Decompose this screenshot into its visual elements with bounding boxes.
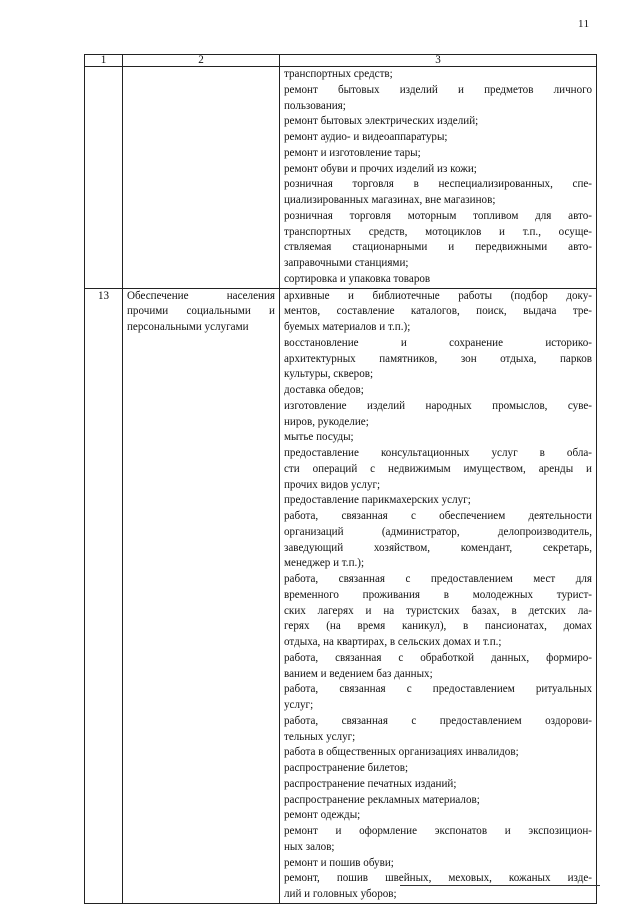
activity-line: ных залов; [284, 840, 335, 853]
activity-line: культуры, скверов; [284, 368, 374, 381]
activity-line: ремонт аудио- и видеоаппаратуры; [284, 131, 448, 143]
activity-line: работа, связанная с обеспечением деятельности [284, 510, 592, 522]
services-table [84, 54, 597, 904]
activity-line: ниров, рукоделие; [284, 415, 369, 428]
activity-line: ремонт бытовых изделий и предметов личного [284, 83, 592, 96]
service-name-cell: Обеспечение населения прочими социальными и персональными услугами [123, 288, 280, 903]
activity-line: услуг; [284, 699, 314, 711]
activity-line: розничная торговля в неспециализированных, спе- [284, 178, 592, 191]
activity-line: розничная торговля моторным топливом для авто- [284, 209, 592, 222]
activity-line: распространение рекламных материалов; [284, 793, 480, 806]
activity-line: заведующий хозяйством, комендант, секретарь, [284, 541, 592, 554]
activity-line: прочих видов услуг; [284, 478, 381, 491]
activity-line: предоставление консультационных услуг в обла- [284, 447, 592, 459]
header-col-1: 1 [85, 55, 123, 67]
footer-rule [400, 885, 600, 886]
activity-line: ментов, составление каталогов, поиск, выдача тре- [284, 305, 592, 318]
activity-line: транспортных средств; [284, 68, 393, 80]
activity-line: ремонт бытовых электрических изделий; [284, 115, 479, 128]
activity-line: ремонт одежды; [284, 809, 361, 822]
activity-line: ствляемая стационарными и передвижными авто- [284, 241, 592, 254]
activity-line: тельных услуг; [284, 730, 356, 743]
activities-list [284, 289, 592, 903]
activity-line: менеджер и т.п.); [284, 557, 365, 570]
activity-line: герях (на время каникул), в пансионатах, домах [284, 620, 592, 633]
activity-line: ванием и ведением баз данных; [284, 667, 433, 680]
activity-line: предоставление парикмахерских услуг; [284, 494, 471, 507]
activity-line: сти операций с недвижимым имуществом, аренды и [284, 462, 592, 475]
activities-list [284, 67, 592, 288]
activity-line: заправочными станциями; [284, 257, 409, 269]
activity-line: ремонт обуви и прочих изделий из кожи; [284, 162, 477, 175]
table-row-13 [85, 288, 597, 903]
activity-line: отдыха, на квартирах, в сельских домах и т.п.; [284, 636, 502, 648]
activity-line: работа, связанная с предоставлением мест для [284, 573, 592, 585]
header-row [85, 55, 597, 67]
table-row-continuation [85, 67, 597, 289]
activity-line: мытье посуды; [284, 431, 354, 444]
activity-line: транспортных средств, мотоциклов и т.п., осуще- [284, 225, 592, 238]
row-number-cell: 13 [85, 288, 123, 903]
activity-line: работа в общественных организациях инвалидов; [284, 746, 519, 759]
service-name-cell [123, 67, 280, 289]
activity-line: пользования; [284, 99, 346, 112]
activity-line: лий и головных уборов; [284, 888, 397, 900]
row-number-cell [85, 67, 123, 289]
page-number: 11 [578, 18, 590, 30]
header-col-2: 2 [123, 55, 280, 67]
activities-cell [280, 67, 597, 289]
activity-line: распространение билетов; [284, 762, 409, 774]
activity-line: распространение печатных изданий; [284, 777, 457, 790]
activity-line: ремонт и оформление экспонатов и экспозицион- [284, 825, 592, 837]
activity-line: ремонт и пошив обуви; [284, 856, 394, 869]
activity-line: сортировка и упаковка товаров [284, 272, 431, 285]
activity-line: работа, связанная с обработкой данных, формиро- [284, 651, 592, 664]
activity-line: ремонт, пошив швейных, меховых, кожаных изде- [284, 872, 592, 885]
activity-line: изготовление изделий народных промыслов, суве- [284, 399, 592, 412]
activity-line: организаций (администратор, делопроизводитель, [284, 525, 592, 538]
activity-line: циализированных магазинах, вне магазинов; [284, 194, 496, 206]
activity-line: ремонт и изготовление тары; [284, 146, 421, 159]
activity-line: архивные и библиотечные работы (подбор доку- [284, 289, 592, 302]
activity-line: восстановление и сохранение историко- [284, 336, 592, 349]
activities-cell [280, 288, 597, 903]
activity-line: работа, связанная с предоставлением ритуальных [284, 683, 592, 696]
activity-line: архитектурных памятников, зон отдыха, парков [284, 352, 592, 365]
activity-line: доставка обедов; [284, 384, 364, 396]
header-col-3: 3 [280, 55, 597, 67]
activity-line: работа, связанная с предоставлением оздорови- [284, 714, 592, 727]
activity-line: буемых материалов и т.п.); [284, 321, 411, 333]
activity-line: временного проживания в молодежных турист- [284, 588, 592, 601]
activity-line: ских лагерях и на туристских базах, в детских ла- [284, 604, 592, 617]
